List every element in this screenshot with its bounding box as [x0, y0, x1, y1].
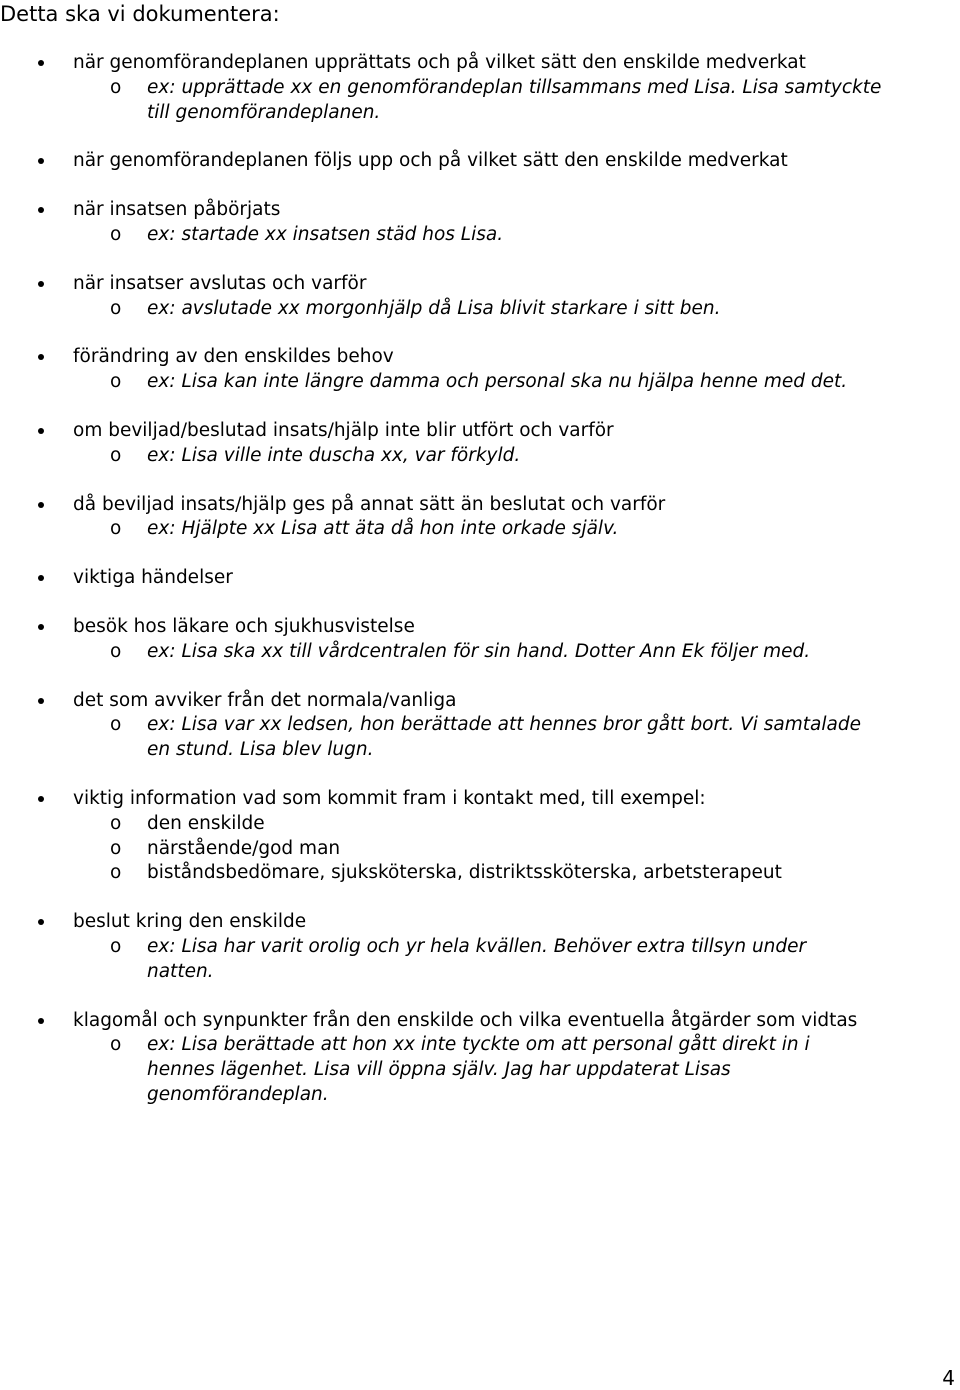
list-item-text-row: [0, 419, 960, 444]
list-item-label: det som avviker från det normala/vanliga: [73, 689, 457, 711]
circle-bullet-icon: o: [110, 444, 122, 466]
circle-bullet-icon: o: [110, 76, 122, 98]
page-title: Detta ska vi dokumentera:: [0, 2, 280, 26]
sub-item-line: [0, 1058, 960, 1083]
circle-bullet-icon: o: [110, 812, 122, 834]
list-item: [0, 198, 960, 248]
circle-bullet-icon: o: [110, 862, 122, 884]
sub-item: [0, 861, 960, 886]
list-item: [0, 149, 960, 174]
bullet-icon: [38, 60, 44, 66]
list-item: [0, 566, 960, 591]
list-item-text-row: [0, 566, 960, 591]
documentation-list: [0, 51, 960, 1132]
bullet-icon: [38, 158, 44, 164]
list-item-label: när genomförandeplanen följs upp och på vilket sätt den enskilde medverkat: [73, 150, 788, 172]
list-item: [0, 272, 960, 322]
list-item: [0, 1009, 960, 1108]
list-item: [0, 615, 960, 665]
sub-item-text: ex: Lisa ville inte duscha xx, var förkyld.: [147, 444, 521, 466]
list-item-label: då beviljad insats/hjälp ges på annat sätt än beslutat och varför: [73, 493, 666, 515]
circle-bullet-icon: o: [110, 223, 122, 245]
list-item-label: beslut kring den enskilde: [73, 911, 307, 933]
bullet-icon: [38, 575, 44, 581]
sub-item-text: den enskilde: [147, 812, 265, 834]
list-item: [0, 787, 960, 886]
sub-item-text: till genomförandeplanen.: [147, 101, 381, 123]
circle-bullet-icon: o: [110, 518, 122, 540]
sub-item-line: [0, 935, 960, 960]
circle-bullet-icon: o: [110, 297, 122, 319]
sub-item-text: ex: startade xx insatsen städ hos Lisa.: [147, 223, 504, 245]
sub-item-text: ex: Lisa berättade att hon xx inte tyckte om att personal gått direkt in i: [147, 1034, 810, 1056]
sub-item-text: natten.: [147, 960, 214, 982]
list-item-text-row: [0, 787, 960, 812]
sub-item-text: ex: upprättade xx en genomförandeplan tillsammans med Lisa. Lisa samtyckte: [147, 76, 882, 98]
bullet-icon: [38, 428, 44, 434]
sub-item: [0, 297, 960, 322]
sub-item-line: [0, 812, 960, 837]
sub-item-line: [0, 960, 960, 985]
circle-bullet-icon: o: [110, 640, 122, 662]
list-item-label: klagomål och synpunkter från den enskilde och vilka eventuella åtgärder som vidtas: [73, 1009, 858, 1031]
sub-item-line: [0, 370, 960, 395]
sub-item: [0, 517, 960, 542]
sub-item: [0, 837, 960, 862]
sub-item-line: [0, 1083, 960, 1108]
circle-bullet-icon: o: [110, 935, 122, 957]
list-item: [0, 689, 960, 763]
list-item-text-row: [0, 272, 960, 297]
sub-item: [0, 935, 960, 985]
list-item-text-row: [0, 149, 960, 174]
sub-item-line: [0, 640, 960, 665]
circle-bullet-icon: o: [110, 371, 122, 393]
sub-item-text: biståndsbedömare, sjuksköterska, distriktssköterska, arbetsterapeut: [147, 862, 782, 884]
sub-item-text: närstående/god man: [147, 837, 341, 859]
list-item: [0, 345, 960, 395]
sub-item-text: ex: Lisa kan inte längre damma och personal ska nu hjälpa henne med det.: [147, 371, 848, 393]
sub-item-line: [0, 713, 960, 738]
sub-item: [0, 223, 960, 248]
sub-item-text: en stund. Lisa blev lugn.: [147, 739, 374, 761]
bullet-icon: [38, 281, 44, 287]
sub-item: [0, 76, 960, 126]
sub-item-line: [0, 738, 960, 763]
sub-item-line: [0, 861, 960, 886]
list-item: [0, 493, 960, 543]
sub-item: [0, 444, 960, 469]
sub-item: [0, 713, 960, 763]
sub-item-line: [0, 101, 960, 126]
list-item-text-row: [0, 615, 960, 640]
circle-bullet-icon: o: [110, 1034, 122, 1056]
list-item-text-row: [0, 493, 960, 518]
sub-item-line: [0, 76, 960, 101]
sub-item: [0, 812, 960, 837]
list-item-label: om beviljad/beslutad insats/hjälp inte blir utfört och varför: [73, 419, 614, 441]
bullet-icon: [38, 796, 44, 802]
sub-item-line: [0, 1033, 960, 1058]
sub-item: [0, 370, 960, 395]
page-number: 4: [942, 1366, 955, 1390]
bullet-icon: [38, 919, 44, 925]
list-item-label: besök hos läkare och sjukhusvistelse: [73, 615, 415, 637]
sub-item-text: ex: Hjälpte xx Lisa att äta då hon inte orkade själv.: [147, 518, 619, 540]
bullet-icon: [38, 624, 44, 630]
list-item-text-row: [0, 345, 960, 370]
sub-item-line: [0, 837, 960, 862]
list-item-text-row: [0, 910, 960, 935]
sub-item-text: hennes lägenhet. Lisa vill öppna själv. Jag har uppdaterat Lisas: [147, 1059, 731, 1081]
bullet-icon: [38, 1018, 44, 1024]
list-item-label: när insatsen påbörjats: [73, 199, 281, 221]
sub-item-line: [0, 223, 960, 248]
sub-item-line: [0, 517, 960, 542]
bullet-icon: [38, 502, 44, 508]
sub-item-text: genomförandeplan.: [147, 1083, 329, 1105]
list-item-label: viktiga händelser: [73, 567, 233, 589]
sub-item-text: ex: Lisa var xx ledsen, hon berättade att hennes bror gått bort. Vi samtalade: [147, 714, 861, 736]
bullet-icon: [38, 698, 44, 704]
list-item-label: förändring av den enskildes behov: [73, 346, 394, 368]
sub-item-text: ex: avslutade xx morgonhjälp då Lisa blivit starkare i sitt ben.: [147, 297, 721, 319]
list-item: [0, 419, 960, 469]
sub-item-text: ex: Lisa har varit orolig och yr hela kvällen. Behöver extra tillsyn under: [147, 935, 807, 957]
sub-item-line: [0, 444, 960, 469]
list-item-text-row: [0, 51, 960, 76]
list-item-text-row: [0, 1009, 960, 1034]
bullet-icon: [38, 207, 44, 213]
list-item-text-row: [0, 689, 960, 714]
sub-item: [0, 640, 960, 665]
circle-bullet-icon: o: [110, 837, 122, 859]
list-item-label: när insatser avslutas och varför: [73, 272, 367, 294]
bullet-icon: [38, 354, 44, 360]
sub-item-text: ex: Lisa ska xx till vårdcentralen för sin hand. Dotter Ann Ek följer med.: [147, 640, 811, 662]
list-item: [0, 910, 960, 984]
circle-bullet-icon: o: [110, 714, 122, 736]
sub-item: [0, 1033, 960, 1107]
list-item-text-row: [0, 198, 960, 223]
list-item-label: viktig information vad som kommit fram i kontakt med, till exempel:: [73, 787, 706, 809]
list-item-label: när genomförandeplanen upprättats och på vilket sätt den enskilde medverkat: [73, 52, 806, 73]
sub-item-line: [0, 297, 960, 322]
list-item: [0, 51, 960, 125]
